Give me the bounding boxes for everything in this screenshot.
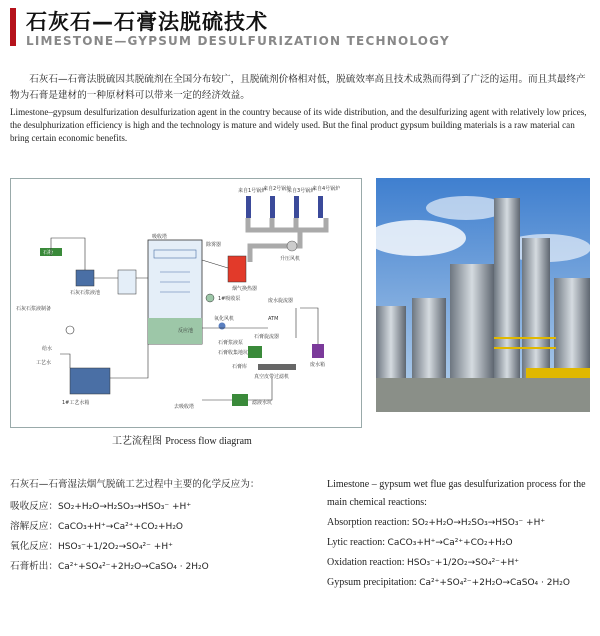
reaction-en-row: Gypsum precipitation: Ca²⁺+SO₄²⁻+2H₂O→CaSO₄ · 2H₂O bbox=[327, 577, 570, 588]
boiler2-inlet-icon bbox=[270, 196, 275, 218]
reaction-cn-row: 氧化反应：HSO₃⁻+1/2O₂→SO₄²⁻ +H⁺ bbox=[10, 541, 173, 552]
boiler1-inlet-icon bbox=[246, 196, 251, 218]
feed-label: 给水 bbox=[42, 346, 53, 352]
caption-cn: 工艺流程图 bbox=[112, 436, 162, 447]
heater-label: 烟气换热器 bbox=[232, 286, 258, 292]
waste-tank-icon bbox=[312, 344, 324, 358]
reaction-pool bbox=[148, 318, 202, 344]
lime-label: 石粉 bbox=[43, 250, 54, 256]
absorber-label: 吸收塔 bbox=[152, 234, 168, 240]
gyp-store-label: 石膏库 bbox=[232, 364, 248, 370]
boiler3-label: 来自3号锅炉 bbox=[287, 188, 316, 194]
limestone-label: 石灰石浆液池 bbox=[70, 290, 101, 296]
gyp-pool-icon bbox=[248, 346, 262, 358]
oxair-label: 氧化风机 bbox=[214, 316, 235, 322]
filter-icon bbox=[258, 364, 296, 370]
boiler4-label: 来自4号锅炉 bbox=[312, 186, 341, 192]
booster-label: 升压风机 bbox=[280, 256, 301, 262]
reaction-cn-row: 溶解反应：CaCO₃+H⁺→Ca²⁺+CO₂+H₂O bbox=[10, 521, 184, 532]
prep-label: 石灰石浆液制备 bbox=[16, 306, 52, 312]
diagram-caption bbox=[112, 432, 252, 447]
boiler1-label: 来自1号锅炉 bbox=[238, 188, 267, 194]
water-tank-icon bbox=[70, 368, 110, 394]
reaction-cn-row: 吸收反应：SO₂+H₂O→H₂SO₃→HSO₃⁻ +H⁺ bbox=[10, 501, 192, 512]
plant-photo bbox=[376, 178, 590, 412]
boiler2-label: 来自2号锅炉 bbox=[263, 186, 292, 192]
gyp-pool-label: 石膏收集地坑 bbox=[218, 350, 249, 356]
waste-label: 废水箱 bbox=[310, 362, 326, 368]
title-accent-bar bbox=[10, 8, 16, 46]
boiler3-inlet-icon bbox=[294, 196, 299, 218]
process-flow-diagram bbox=[10, 178, 362, 428]
atm-label: ATM bbox=[268, 316, 279, 322]
filter-label: 真空皮带过滤机 bbox=[254, 374, 290, 380]
reaction-en-row: Absorption reaction: SO₂+H₂O→H₂SO₃→HSO₃⁻ +H⁺ bbox=[327, 517, 546, 528]
filtrate-icon bbox=[232, 394, 248, 406]
booster-fan-icon bbox=[287, 241, 297, 251]
wastetank-label: 废水旋流器 bbox=[268, 298, 294, 304]
limestone-tank-icon bbox=[76, 270, 94, 286]
water-tank-label: 1#工艺水箱 bbox=[62, 400, 90, 406]
reaction-cn-row: 石膏析出：Ca²⁺+SO₄²⁻+2H₂O→CaSO₄ · 2H₂O bbox=[10, 561, 209, 572]
reactions-cn-heading: 石灰石—石膏湿法烟气脱硫工艺过程中主要的化学反应为： bbox=[10, 479, 260, 490]
reaction-en-row: Lytic reaction: CaCO₃+H⁺→Ca²⁺+CO₂+H₂O bbox=[327, 537, 513, 548]
ox-fan-icon bbox=[219, 323, 226, 330]
gyp-pump-label: 石膏浆液泵 bbox=[218, 340, 244, 346]
reaction-en-row: Oxidation reaction: HSO₃⁻+1/2O₂→SO₄²⁻+H⁺ bbox=[327, 557, 519, 568]
reactions-en-heading-1: Limestone – gypsum wet flue gas desulfurization process for the bbox=[327, 479, 586, 490]
reactions-en-heading-2: main chemical reactions: bbox=[327, 497, 427, 508]
pump1-label: 1#吸收泵 bbox=[218, 296, 241, 302]
caption-en: Process flow diagram bbox=[165, 436, 252, 447]
intro-paragraph-en: Limestone–gypsum desulfurization desulfurization agent in the country because of its wide distribution, and the desulfurizing agent with relatively low prices, the desulphurization efficiency is high and the technology is mature and widely used. But the final product gypsum building materials is a raw material can bring certain economic benefits. bbox=[10, 107, 587, 143]
pump1-icon bbox=[206, 294, 214, 302]
return-label: 去吸收塔 bbox=[174, 404, 195, 410]
hydro-label: 石膏旋流器 bbox=[254, 334, 280, 340]
boiler4-inlet-icon bbox=[318, 196, 323, 218]
page-title: 石灰石—石膏法脱硫技术 bbox=[26, 10, 268, 34]
filtrate-label: 滤液水坑 bbox=[252, 400, 273, 406]
mist-label: 除雾器 bbox=[206, 242, 222, 248]
intro-paragraph-cn: 石灰石—石膏法脱硫因其脱硫剂在全国分布较广，且脱硫剂价格相对低，脱硫效率高且技术成熟而得到了广泛的运用。而且其最终产物为石膏是建材的一种原材料可以带来一定的经济效益。 bbox=[10, 74, 586, 101]
gas-heater-icon bbox=[228, 256, 246, 282]
water-label: 工艺水 bbox=[36, 360, 52, 366]
page-title-english: LIMESTONE—GYPSUM DESULFURIZATION TECHNOLOGY bbox=[26, 34, 450, 48]
reaction-label: 反应池 bbox=[178, 328, 194, 334]
